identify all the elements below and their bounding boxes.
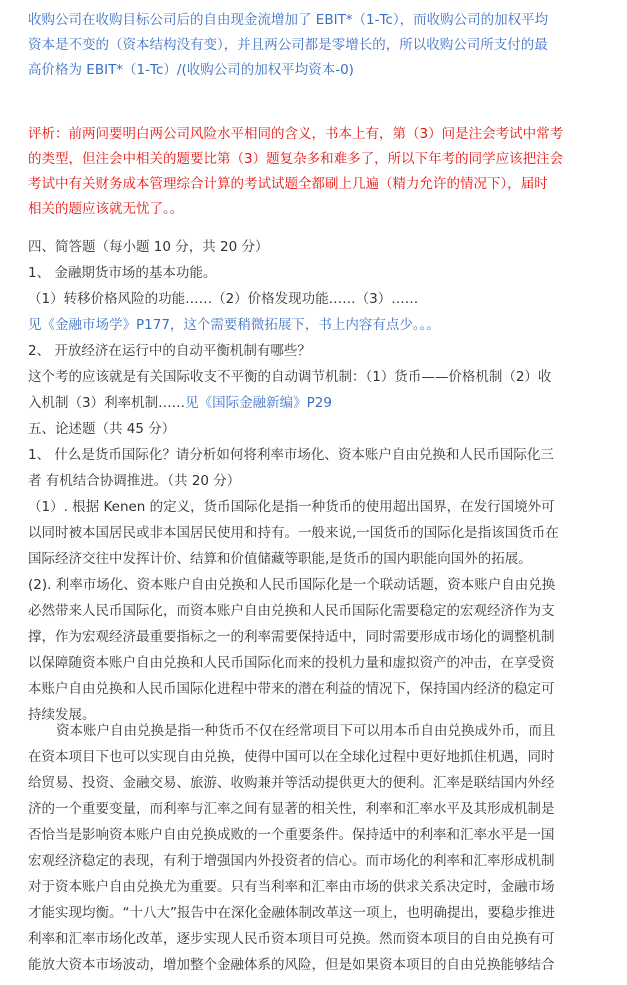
answer-part-2: (2). 利率市场化、资本账户自由兑换和人民币国际化是一个联动话题，资本账户自由兑换 bbox=[28, 577, 556, 593]
critique-line: 相关的题应该就无忧了。。 bbox=[28, 201, 184, 217]
intro-line: 收购公司在收购目标公司后的自由现金流增加了 EBIT*（1-Tc），而收购公司的加权平均 bbox=[28, 12, 549, 28]
answer-part-3-line: 在资本项目下也可以实现自由兑换，使得中国可以在全球化过程中更好地抓住机遇，同时 bbox=[28, 749, 555, 765]
question-2-answer-tail: 入机制（3）利率机制…… bbox=[28, 395, 186, 411]
intro-line: 资本是不变的（资本结构没有变），并且两公司都是零增长的，所以收购公司所支付的最 bbox=[28, 37, 548, 53]
answer-part-2: 以保障随资本账户自由兑换和人民币国际化而来的投机力量和虚拟资产的冲击，在享受资 bbox=[28, 655, 555, 671]
answer-part-1: 国际经济交往中发挥计价、结算和价值储藏等职能,是货币的国内职能向国外的拓展。 bbox=[28, 551, 532, 567]
answer-part-2: 本账户自由兑换和人民币国际化进程中带来的潜在利益的情况下，保持国内经济的稳定可 bbox=[28, 681, 555, 697]
question-1-reference: 见《金融市场学》P177，这个需要稍微拓展下，书上内容有点少。。。 bbox=[28, 317, 440, 333]
answer-part-3 bbox=[28, 718, 608, 978]
answer-part-3-line: 才能实现均衡。“十八大”报告中在深化金融体制改革这一项上，也明确提出，要稳步推进 bbox=[28, 905, 555, 921]
question-2-answer: 这个考的应该就是有关国际收支不平衡的自动调节机制：（1）货币——价格机制（2）收 bbox=[28, 369, 552, 385]
answer-part-3-line: 否恰当是影响资本账户自由兑换成败的一个重要条件。保持适中的利率和汇率水平是一国 bbox=[28, 827, 555, 843]
answer-part-2: 持续发展。 bbox=[28, 707, 96, 723]
answer-part-3-line: 宏观经济稳定的表现，有利于增强国内外投资者的信心。而市场化的利率和汇率形成机制 bbox=[28, 853, 555, 869]
critique-paragraph bbox=[28, 122, 608, 222]
question-2-answer-cont bbox=[28, 390, 608, 416]
answer-part-3-line: 对于资本账户自由兑换尤为重要。只有当利率和汇率由市场的供求关系决定时，金融市场 bbox=[28, 879, 555, 895]
critique-line: 评析：前两问要明白两公司风险水平相同的含义，书本上有，第（3）问是注会考试中常考 bbox=[28, 126, 564, 142]
intro-paragraph bbox=[28, 8, 608, 83]
section-short-answer bbox=[28, 234, 608, 728]
answer-part-3-line: 利率和汇率市场化改革，逐步实现人民币资本项目可兑换。然而资本项目的自由兑换有可 bbox=[28, 931, 555, 947]
answer-part-3-line: 给贸易、投资、金融交易、旅游、收购兼并等活动提供更大的便利。汇率是联结国内外经 bbox=[28, 775, 555, 791]
question-1-answer: （1）转移价格风险的功能……（2）价格发现功能……（3）…… bbox=[28, 291, 419, 307]
answer-part-1: （1）. 根据 Kenen 的定义，货币国际化是指一种货币的使用超出国界，在发行国境外可 bbox=[28, 499, 555, 515]
critique-line: 的类型，但注会中相关的题要比第（3）题复杂多和难多了，所以下年考的同学应该把注会 bbox=[28, 151, 564, 167]
question-2-reference: 见《国际金融新编》P29 bbox=[185, 395, 332, 411]
answer-part-3-line: 资本账户自由兑换是指一种货币不仅在经常项目下可以用本币自由兑换成外币，而且 bbox=[56, 723, 556, 739]
question-2: 2、 开放经济在运行中的自动平衡机制有哪些？ bbox=[28, 343, 311, 359]
essay-question-1: 者 有机结合协调推进。（共 20 分） bbox=[28, 473, 241, 489]
critique-line: 考试中有关财务成本管理综合计算的考试试题全都刷上几遍（精力允许的情况下），届时 bbox=[28, 176, 548, 192]
answer-part-2: 撑，作为宏观经济最重要指标之一的利率需要保持适中，同时需要形成市场化的调整机制 bbox=[28, 629, 555, 645]
answer-part-2: 必然带来人民币国际化，而资本账户自由兑换和人民币国际化需要稳定的宏观经济作为支 bbox=[28, 603, 555, 619]
section-heading: 五、论述题（共 45 分） bbox=[28, 421, 176, 437]
question-1: 1、 金融期货市场的基本功能。 bbox=[28, 265, 217, 281]
answer-part-1: 以同时被本国居民或非本国居民使用和持有。一般来说,一国货币的国际化是指该国货币在 bbox=[28, 525, 559, 541]
section-heading: 四、简答题（每小题 10 分，共 20 分） bbox=[28, 239, 269, 255]
answer-part-3-line: 济的一个重要变量，而利率与汇率之间有显著的相关性，利率和汇率水平及其形成机制是 bbox=[28, 801, 555, 817]
intro-line: 高价格为 EBIT*（1-Tc）/(收购公司的加权平均资本-0) bbox=[28, 62, 354, 78]
answer-part-3-line: 能放大资本市场波动，增加整个金融体系的风险，但是如果资本项目的自由兑换能够结合 bbox=[28, 957, 555, 973]
essay-question-1: 1、 什么是货币国际化？请分析如何将利率市场化、资本账户自由兑换和人民币国际化三 bbox=[28, 447, 554, 463]
